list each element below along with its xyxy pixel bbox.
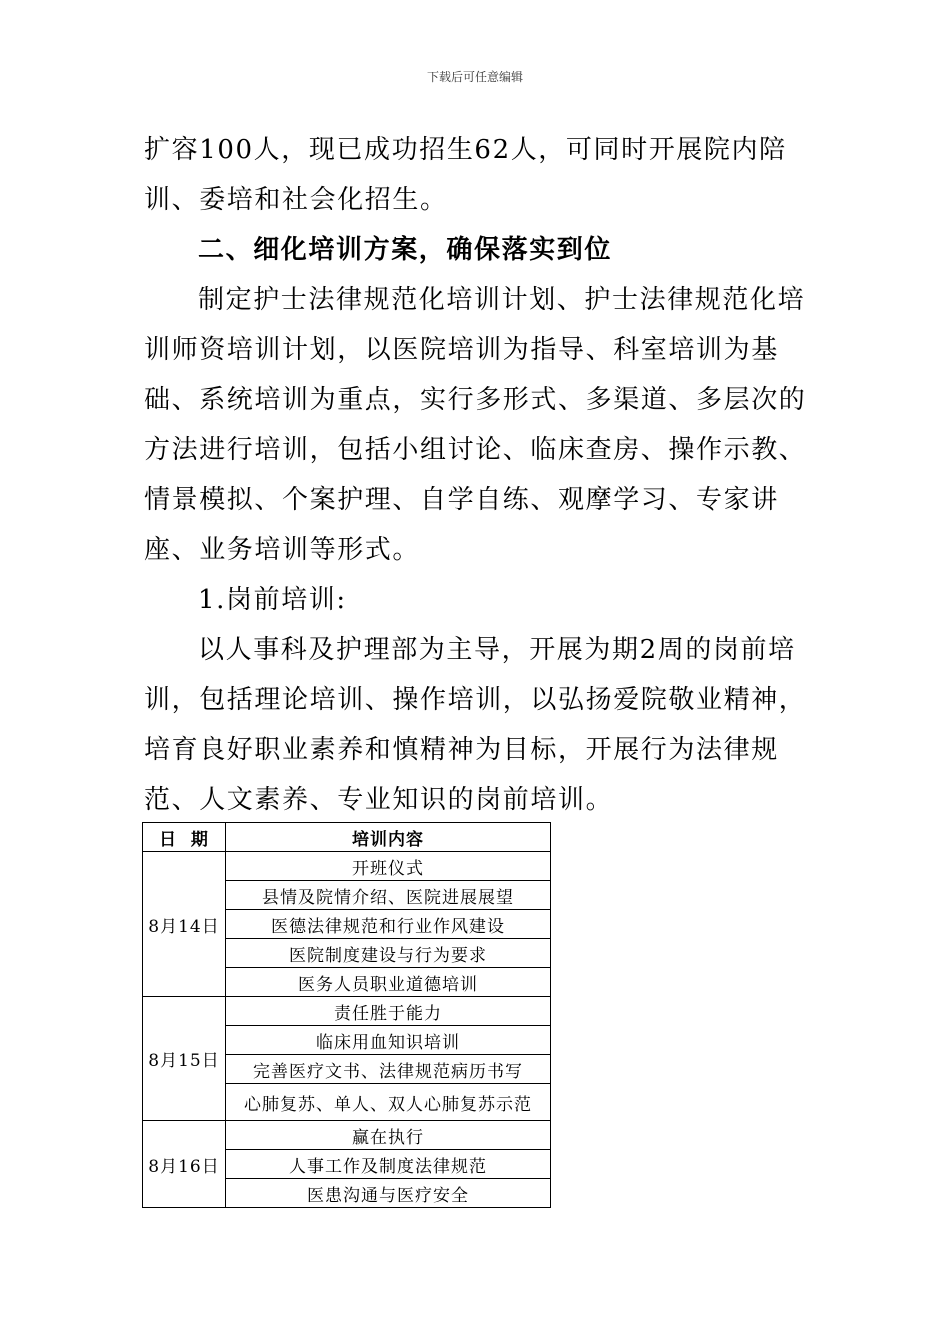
table-row [143, 997, 551, 1026]
table-row [143, 1121, 551, 1150]
content-cell: 完善医疗文书、法律规范病历书写 [226, 1055, 551, 1084]
content-cell: 开班仪式 [226, 852, 551, 881]
content-cell: 医患沟通与医疗安全 [226, 1179, 551, 1208]
content-cell: 医务人员职业道德培训 [226, 968, 551, 997]
document-body [144, 125, 816, 825]
page-header: 下载后可任意编辑 [426, 70, 523, 84]
content-cell: 责任胜于能力 [226, 997, 551, 1026]
table-header-row [143, 823, 551, 852]
content-cell: 心肺复苏、单人、双人心肺复苏示范 [226, 1084, 551, 1121]
content-cell: 县情及院情介绍、医院进展展望 [226, 881, 551, 910]
section-heading: 二、细化培训方案，确保落实到位 [198, 235, 613, 265]
content-cell: 人事工作及制度法律规范 [226, 1150, 551, 1179]
date-cell: 8月14日 [143, 852, 226, 997]
content-cell: 医德法律规范和行业作风建设 [226, 910, 551, 939]
date-cell: 8月15日 [143, 997, 226, 1121]
paragraph-enrollment: 扩容100人，现已成功招生62人，可同时开展院内陪训、委培和社会化招生。 [144, 135, 787, 215]
table-row [143, 852, 551, 881]
paragraph-training-plan: 制定护士法律规范化培训计划、护士法律规范化培训师资培训计划，以医院培训为指导、科室培训为基础、系统培训为重点，实行多形式、多渠道、多层次的方法进行培训，包括小组讨论、临床查房、操作示教、情景模拟、个案护理、自学自练、观摩学习、专家讲座、业务培训等形式。 [144, 285, 807, 565]
content-cell: 赢在执行 [226, 1121, 551, 1150]
subheading-pre-job-training: 1.岗前培训: [198, 585, 347, 615]
date-cell: 8月16日 [143, 1121, 226, 1208]
header-date: 日 期 [143, 823, 226, 852]
content-cell: 临床用血知识培训 [226, 1026, 551, 1055]
header-content: 培训内容 [226, 823, 551, 852]
content-cell: 医院制度建设与行为要求 [226, 939, 551, 968]
paragraph-pre-job-training: 以人事科及护理部为主导，开展为期2周的岗前培训，包括理论培训、操作培训，以弘扬爱院敬业精神，培育良好职业素养和慎精神为目标，开展行为法律规范、人文素养、专业知识的岗前培训。 [144, 635, 807, 815]
training-schedule-table [142, 822, 551, 1208]
